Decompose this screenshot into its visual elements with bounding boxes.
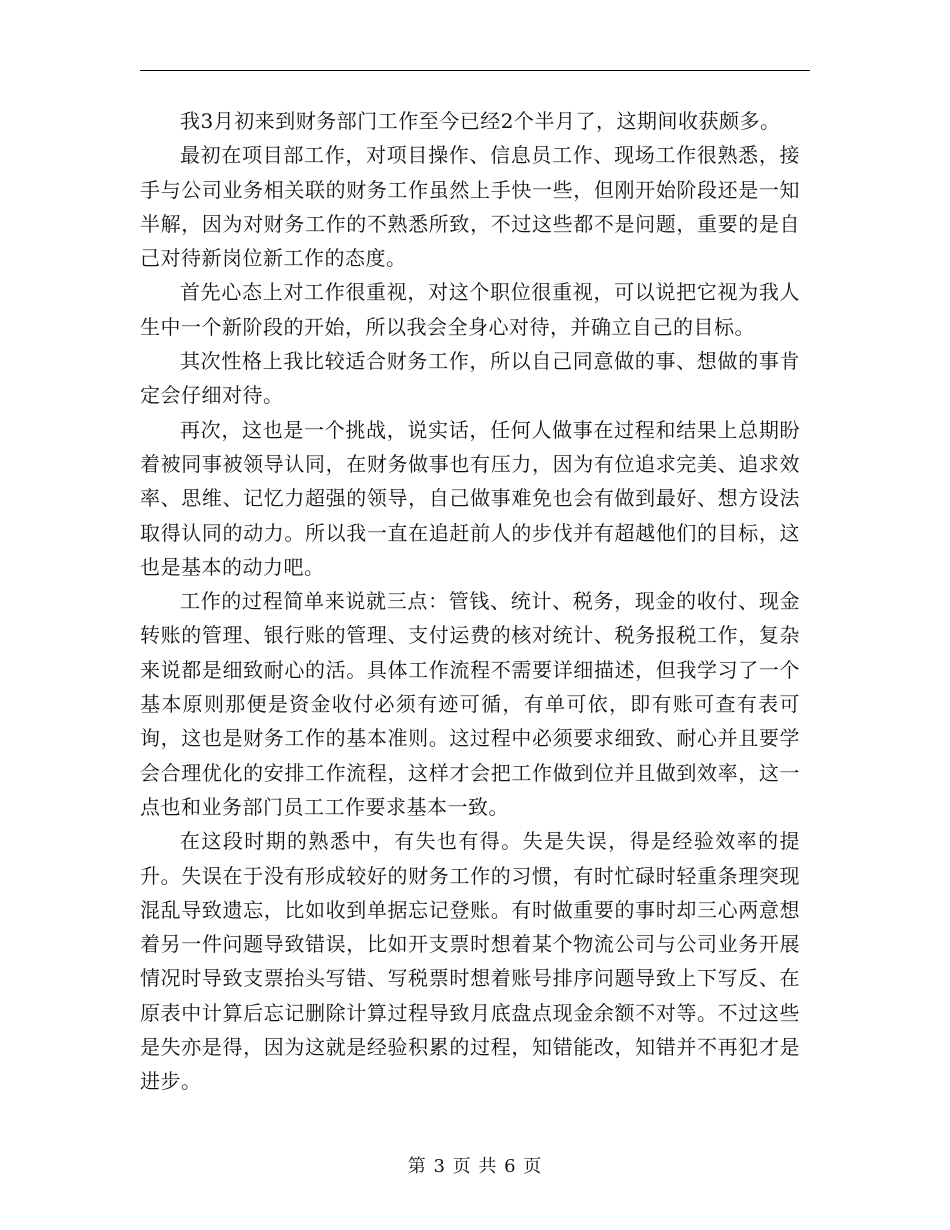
page-number-footer: 第 3 页 共 6 页	[407, 1156, 543, 1177]
paragraph: 我3月初来到财务部门工作至今已经2个半月了，这期间收获颇多。	[180, 109, 781, 133]
header-divider	[140, 70, 810, 71]
paragraph: 再次，这也是一个挑战，说实话，任何人做事在过程和结果上总期盼着被同事被领导认同，在财务做事也有压力，因为有位追求完美、追求效率、思维、记忆力超强的领导，自己做事难免也会有做到最好、想方设法取得认同的动力。所以我一直在追赶前人的步伐并有超越他们的目标，这也是基本的动力吧。	[140, 417, 800, 579]
paragraph: 工作的过程简单来说就三点：管钱、统计、税务，现金的收付、现金转账的管理、银行账的管理、支付运费的核对统计、税务报税工作，复杂来说都是细致耐心的活。具体工作流程不需要详细描述，但我学习了一个基本原则那便是资金收付必须有迹可循，有单可依，即有账可查有表可询，这也是财务工作的基本准则。这过程中必须要求细致、耐心并且要学会合理优化的安排工作流程，这样才会把工作做到位并且做到效率，这一点也和业务部门员工工作要求基本一致。	[140, 589, 800, 819]
paragraph: 其次性格上我比较适合财务工作，所以自己同意做的事、想做的事肯定会仔细对待。	[140, 349, 800, 408]
paragraph: 首先心态上对工作很重视，对这个职位很重视，可以说把它视为我人生中一个新阶段的开始，所以我会全身心对待，并确立自己的目标。	[140, 280, 800, 339]
paragraph: 最初在项目部工作，对项目操作、信息员工作、现场工作很熟悉，接手与公司业务相关联的财务工作虽然上手快一些，但刚开始阶段还是一知半解，因为对财务工作的不熟悉所致，不过这些都不是问题，重要的是自己对待新岗位新工作的态度。	[140, 143, 800, 271]
document-body	[140, 104, 800, 1099]
paragraph: 在这段时期的熟悉中，有失也有得。失是失误，得是经验效率的提升。失误在于没有形成较好的财务工作的习惯，有时忙碌时轻重条理突现混乱导致遗忘，比如收到单据忘记登账。有时做重要的事时却三心两意想着另一件问题导致错误，比如开支票时想着某个物流公司与公司业务开展情况时导致支票抬头写错、写税票时想着账号排序问题导致上下写反、在原表中计算后忘记删除计算过程导致月底盘点现金余额不对等。不过这些是失亦是得，因为这就是经验积累的过程，知错能改，知错并不再犯才是进步。	[140, 829, 800, 1094]
